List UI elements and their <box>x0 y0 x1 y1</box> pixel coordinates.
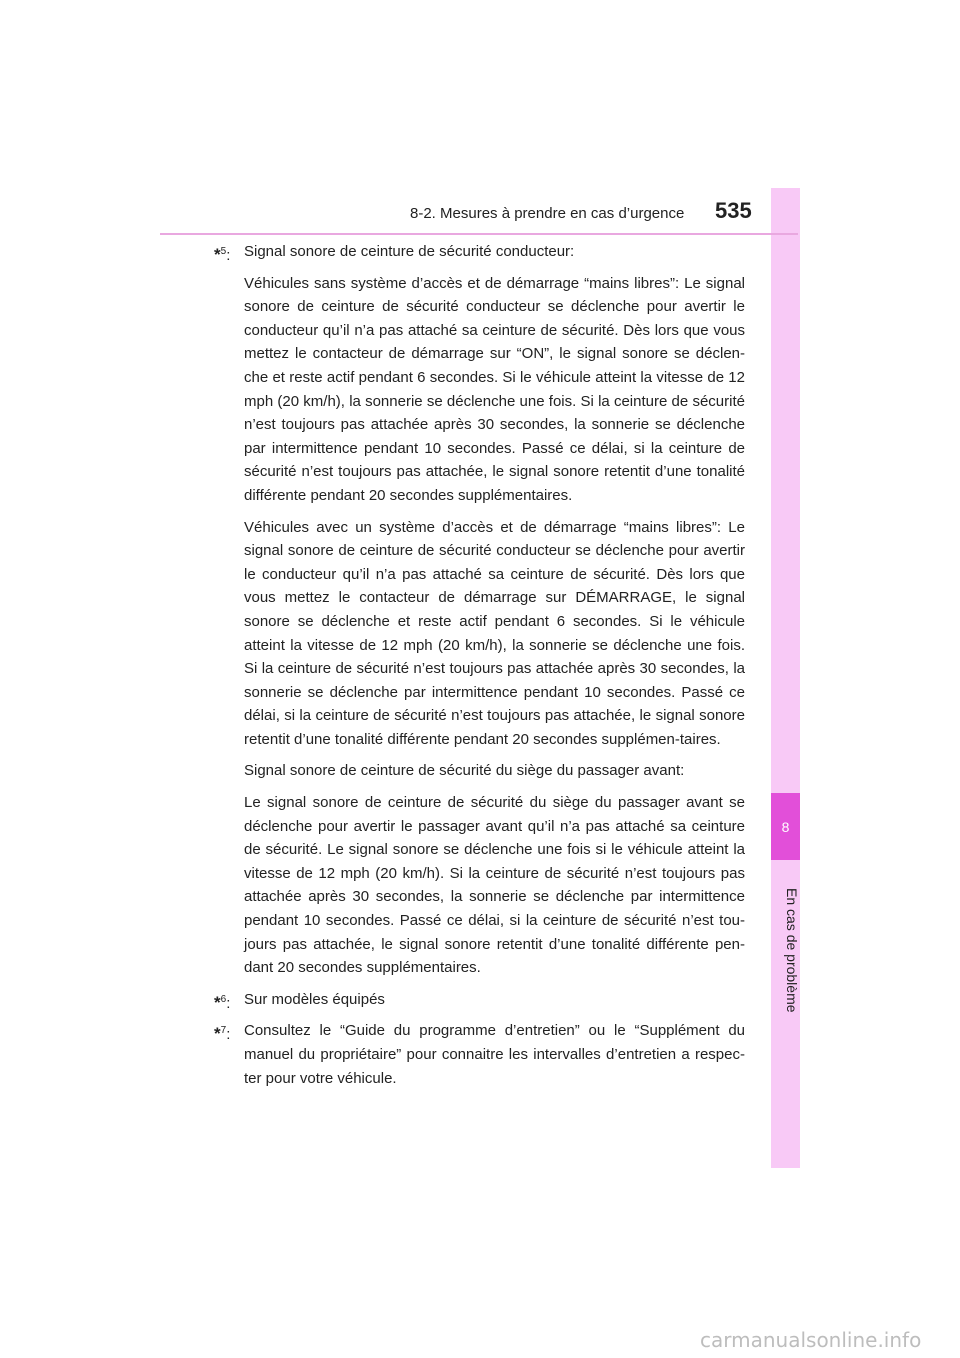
footnote-paragraph: Signal sonore de ceinture de sécurité conducteur: <box>244 243 575 260</box>
footnote-paragraph: Le signal sonore de ceinture de sécurité du siège du passager avant se déclenche pour avertir le passager avant qu’il n’a pas attaché sa ceinture de sécurité. Le signal sonore se déclenche une fois si le véhicule atteint la vitesse de 12 mph (20 km/h). Si la ceinture de sécurité n’est toujours pas attachée après 30 secondes, la sonnerie se déclenche par intermittence pendant 10 secondes. Passé ce délai, si la ceinture de sécurité n’est tou-jours pas attachée, le signal sonore retentit d’une tonalité différente pen-dant 20 secondes supplémentaires. <box>244 794 745 977</box>
watermark: carmanualsonline.info <box>700 1328 922 1352</box>
page-number: 535 <box>715 198 752 223</box>
footnotes-content <box>214 240 745 1098</box>
footnote-6 <box>214 988 745 1012</box>
section-header: 8-2. Mesures à prendre en cas d’urgence <box>410 205 685 222</box>
footnote-paragraph: Véhicules sans système d’accès et de démarrage “mains libres”: Le signal sonore de ceinture de sécurité conducteur se déclenche pour avertir le conducteur qu’il n’a pas attaché sa ceinture de sécurité. Dès lors que vous mettez le contacteur de démarrage sur “ON”, le signal sonore se déclen-che et reste actif pendant 6 secondes. Si le véhicule atteint la vitesse de 12 mph (20 km/h), la sonnerie se déclenche une fois. Si la ceinture de sécurité n’est toujours pas attachée après 30 secondes, la sonnerie se déclenche par intermittence pendant 10 secondes. Passé ce délai, si la ceinture de sécurité n’est toujours pas attachée, le signal sonore retentit d’une tonalité différente pendant 20 secondes supplémentaires. <box>244 274 745 504</box>
footnote-paragraph: Sur modèles équipés <box>244 990 385 1008</box>
header-divider <box>160 233 798 235</box>
chapter-number-badge: 8 <box>771 793 800 860</box>
footnote-paragraph: Signal sonore de ceinture de sécurité du siège du passager avant: <box>244 762 685 780</box>
footnote-7 <box>214 1019 745 1090</box>
footnote-marker: *$^6$: <box>214 992 231 1012</box>
footnote-5 <box>214 240 745 980</box>
footnote-marker: *$^7$: <box>214 1024 231 1044</box>
footnote-marker: *$^5$: <box>214 245 231 264</box>
footnote-paragraph: Véhicules avec un système d’accès et de démarrage “mains libres”: Le signal sonore de ceinture de sécurité conducteur se déclenche pour avertir le conducteur qu’il n’a pas attaché sa ceinture de sécurité. Dès lors que vous mettez le contacteur de démarrage sur DÉMARRAGE, le signal sonore se déclenche et reste actif pendant 6 secondes. Si le véhicule atteint la vitesse de 12 mph (20 km/h), la sonnerie se déclenche une fois. Si la ceinture de sécurité n’est toujours pas attachée après 30 secondes, la sonnerie se déclenche par intermittence pendant 10 secondes. Passé ce délai, si la ceinture de sécurité n’est toujours pas attachée, le signal sonore retentit d’une tonalité différente pendant 20 secondes supplémen-taires. <box>244 518 745 748</box>
footnote-paragraph: Consultez le “Guide du programme d’entretien” ou le “Supplément du manuel du propriétaire” pour connaitre les intervalles d’entretien a respec-ter pour votre véhicule. <box>244 1022 745 1087</box>
chapter-title: En cas de problème <box>784 887 800 1013</box>
